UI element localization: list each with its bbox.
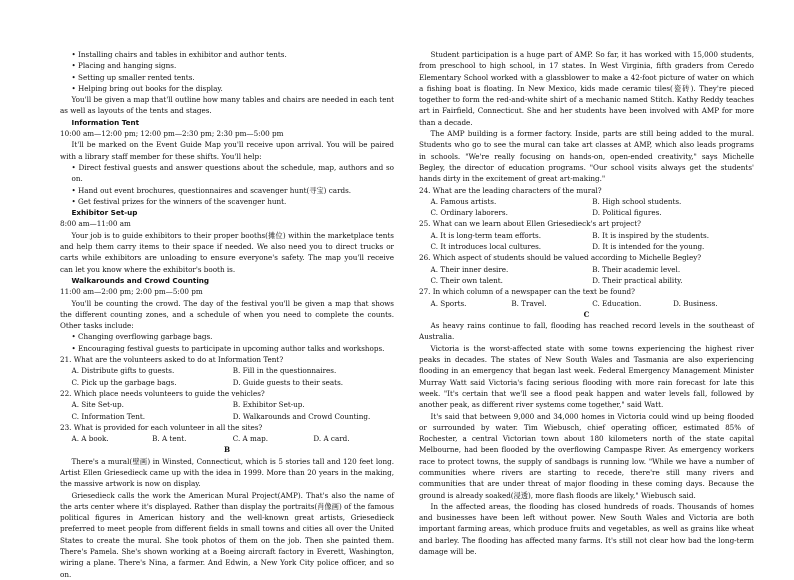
question-22: 22. Which place needs volunteers to guide the vehicles? — [60, 388, 265, 398]
q26-options — [419, 264, 754, 287]
passage-b-p4: The AMP building is a former factory. Inside, parts are still being added to the mural. Students who go to see the mural can take art classes at AMP, which also leads programs in schools. "We're really focusing on hands-on, open-ended creativity," says Michelle Begley, the director of education programs. "Our school visits always get the students' hands dirty in the excitement of great art-making." — [419, 129, 754, 184]
option: D. Their practical ability. — [592, 275, 683, 285]
q27-options — [419, 298, 754, 309]
info-bullet: • Hand out event brochures, questionnaires and scavenger hunt(寻宝) cards. — [71, 185, 352, 195]
site-bullet: • Setting up smaller rented tents. — [71, 72, 195, 82]
option: C. Information Tent. — [71, 411, 146, 421]
q24-options — [419, 196, 754, 219]
passage-c-p2: Victoria is the worst-affected state with some towns experiencing the highest river peaks in decades. The states of New South Wales and Tasmania are also experiencing flooding in an emergency that began last week. Federal Emergency Management Minister Murray Watt said Victoria's facing serious flooding with more rain forecast for late this week. "It's certain that we'll see a flood peak happen and water levels fall, followed by another peak, as different river systems come together," said Watt. — [419, 343, 754, 410]
map-note: You'll be given a map that'll outline how many tables and chairs are needed in each tent as well as layouts of the tents and stages. — [60, 95, 394, 116]
q21-options — [60, 365, 394, 388]
walk-time: 11:00 am—2:00 pm; 2:00 pm—5:00 pm — [60, 287, 203, 297]
option: D. Political figures. — [592, 208, 662, 218]
left-column — [60, 0, 394, 580]
q25-options — [419, 230, 754, 253]
option: C. Pick up the garbage bags. — [71, 377, 177, 387]
info-bullet: • Direct festival guests and answer questions about the schedule, map, authors and so on. — [71, 162, 394, 184]
passage-c-p3: It's said that between 9,000 and 34,000 homes in Victoria could wind up being flooded or surrounded by water. Tim Wiebusch, chief operating officer, estimated 85% of Rochester, a central Victorian town about 180 kilometers north of the state capital Melbourne, had been flooded by the overflowing Campaspe River. As emergency workers race to protect towns, the supply of sandbags is running low. "While we have a number of communities where rivers are starting to recede, there're still many rivers and communities that are under threat of major flooding in these coming days. Because the ground is already soaked(浸透), more flash floods are likely," Wiebusch said. — [419, 411, 754, 500]
option: A. Their inner desire. — [430, 264, 509, 274]
question-27: 27. In which column of a newspaper can the text be found? — [419, 287, 636, 297]
site-bullet: • Helping bring out books for the display. — [71, 83, 223, 93]
walk-heading: Walkarounds and Crowd Counting — [71, 275, 210, 285]
passage-b-p3: Student participation is a huge part of AMP. So far, it has worked with 15,000 students, from preschool to high school, in 17 states. In West Virginia, fifth graders from Ceredo Elementary School worked with a glassblower to make a 42-foot picture of water on which a fishing boat is floating. In New Mexico, kids made ceramic tiles(瓷砖). They're pieced together to form the red-and-white shirt of a mechanic named Stitch. Kathy Reddy teaches art in Fairfield, Connecticut. She and her students have been involved with AMP for more than a decade. — [419, 50, 754, 127]
option: A. Sports. — [430, 298, 467, 308]
option: B. It is inspired by the students. — [592, 230, 710, 240]
info-bullet: • Get festival prizes for the winners of the scavenger hunt. — [71, 196, 287, 206]
option: A. Famous artists. — [430, 196, 497, 206]
info-tent-time: 10:00 am—12:00 pm; 12:00 pm—2:30 pm; 2:30 pm—5:00 pm — [60, 129, 284, 139]
option: D. A card. — [313, 434, 350, 444]
walk-bullet: • Changing overflowing garbage bags. — [71, 332, 213, 342]
option: B. Fill in the questionnaires. — [232, 366, 337, 376]
info-tent-heading: Information Tent — [71, 117, 140, 127]
option: B. Exhibitor Set-up. — [232, 400, 305, 410]
q22-options — [60, 399, 394, 422]
section-c-label: C — [583, 309, 590, 319]
passage-c-p4: In the affected areas, the flooding has closed hundreds of roads. Thousands of homes and businesses have been left without power. New South Wales and Victoria are both important farming areas, which produce fruits and vegetables, as well as grains like wheat and barley. The flooding has affected many farms. It's still not clear how bad the long-term damage will be. — [419, 501, 754, 557]
option: A. Site Set-up. — [71, 400, 124, 410]
option: C. A map. — [232, 434, 269, 444]
section-b-label: B — [223, 445, 231, 455]
site-bullet: • Installing chairs and tables in exhibitor and author tents. — [71, 50, 287, 59]
option: A. Distribute gifts to guests. — [71, 366, 175, 376]
question-24: 24. What are the leading characters of the mural? — [419, 185, 602, 195]
option: D. Guide guests to their seats. — [232, 377, 344, 387]
option: B. A tent. — [152, 434, 187, 444]
passage-b-p2: Griesedieck calls the work the American Mural Project(AMP). That's also the name of the arts center where it's displayed. Rather than display the portraits(肖像画) of the famous political figures in American history and the well-known great artists, Griesedieck preferred to meet people from different fields in small towns and cities all over the United States to create the mural. She took photos of them on the job. Then she painted them. There's Pamela. She's shown working at a Boeing aircraft factory in Everett, Washington, wiring a plane. There's Nina, a farmer. And Edwin, a New York City police officer, and so on. — [60, 490, 394, 579]
option: D. Walkarounds and Crowd Counting. — [232, 411, 371, 421]
question-26: 26. Which aspect of students should be valued according to Michelle Begley? — [419, 253, 702, 263]
option: B. Their academic level. — [592, 264, 681, 274]
info-tent-desc: It'll be marked on the Event Guide Map you'll receive upon arrival. You will be paired with a library staff member for these shifts. You'll help: — [60, 140, 394, 161]
exhibitor-time: 8:00 am—11:00 am — [60, 219, 131, 229]
passage-b-p1: There's a mural(壁画) in Winsted, Connecticut, which is 5 stories tall and 120 feet long. Artist Ellen Griesedieck came up with the idea in 1999. More than 20 years in the making, the massive artwork is now on display. — [60, 456, 394, 489]
passage-c-p1: As heavy rains continue to fall, flooding has reached record levels in the southeast of Australia. — [419, 321, 754, 342]
option: C. Ordinary laborers. — [430, 208, 508, 218]
option: D. It is intended for the young. — [592, 242, 705, 252]
option: A. A book. — [71, 434, 109, 444]
q23-options — [60, 433, 394, 444]
question-23: 23. What is provided for each volunteer in all the sites? — [60, 422, 263, 432]
site-bullet: • Placing and hanging signs. — [71, 61, 177, 71]
option: C. It introduces local cultures. — [430, 242, 542, 252]
walk-bullet: • Encouraging festival guests to participate in upcoming author talks and workshops. — [71, 343, 385, 353]
exhibitor-heading: Exhibitor Set-up — [71, 208, 138, 218]
option: B. High school students. — [592, 196, 682, 206]
option: B. Travel. — [511, 298, 547, 308]
question-25: 25. What can we learn about Ellen Griesedieck's art project? — [419, 219, 641, 229]
option: C. Their own talent. — [430, 275, 503, 285]
right-column — [419, 0, 754, 557]
option: A. It is long-term team efforts. — [430, 230, 542, 240]
exhibitor-desc: Your job is to guide exhibitors to their proper booths(摊位) within the marketplace tents and help them carry items to their space if needed. We also need you to direct trucks or carts while exhibitors are unloading to ensure everyone's safety. The map you'll receive can let you know where the exhibitor's booth is. — [60, 230, 394, 274]
walk-desc: You'll be counting the crowd. The day of the festival you'll be given a map that shows the different counting zones, and a schedule of when you need to complete the counts. Other tasks include: — [60, 298, 394, 331]
option: D. Business. — [673, 298, 718, 308]
question-21: 21. What are the volunteers asked to do at Information Tent? — [60, 355, 284, 365]
option: C. Education. — [592, 298, 642, 308]
